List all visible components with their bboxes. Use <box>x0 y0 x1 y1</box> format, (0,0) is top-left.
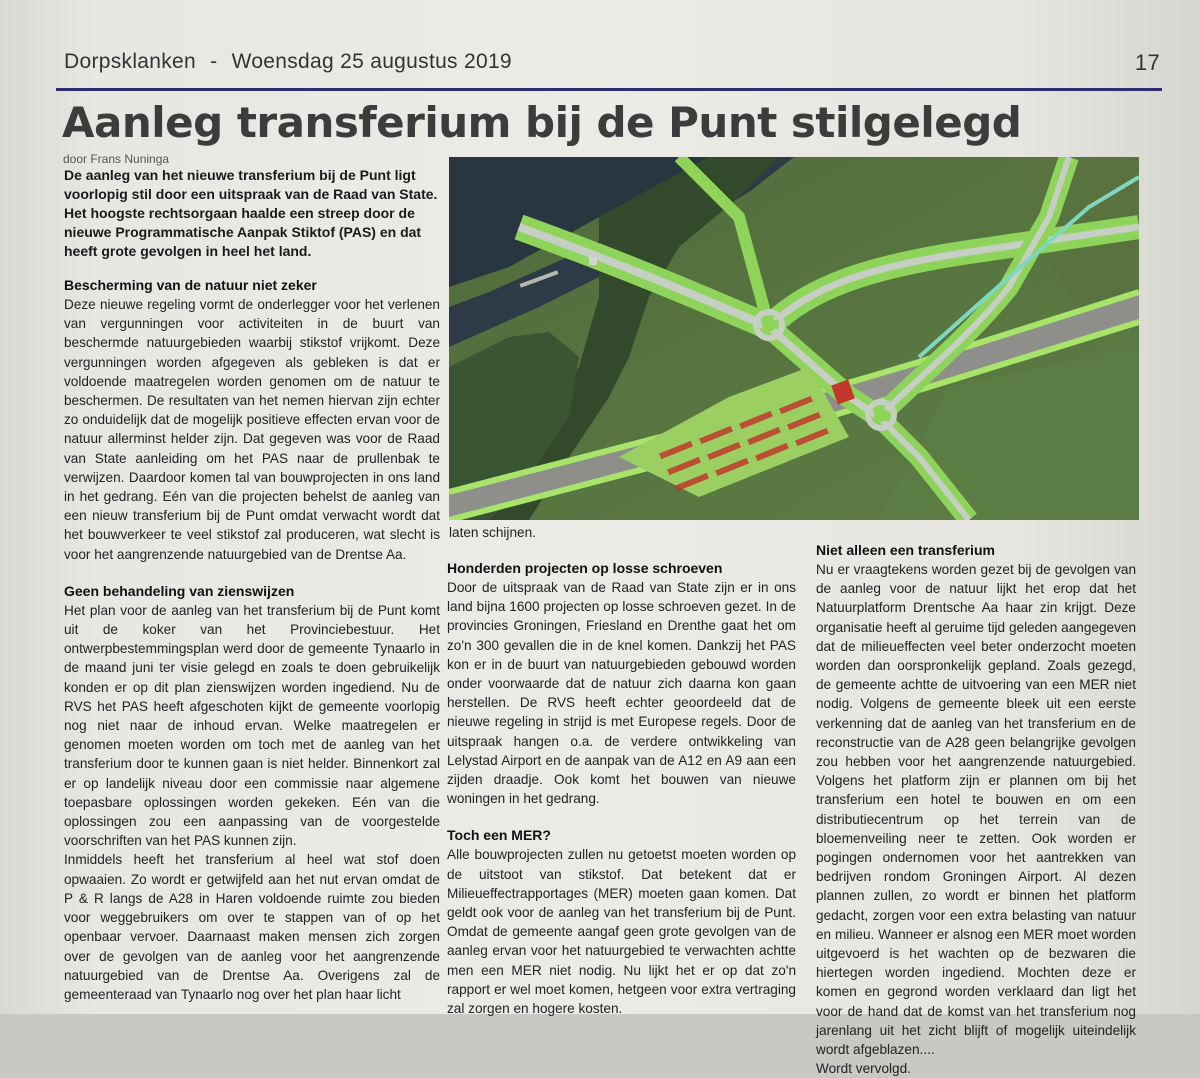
paragraph-bescherming: Deze nieuwe regeling vormt de onderlegger voor het verlenen van vergunningen voor activiteiten in de buurt van beschermde natuurgebieden waarbij stikstof vrijkomt. Deze vergunningen worden afgegeven als gebleken is dat er voldoende maatregelen worden genomen om de natuur te beschermen. De resultaten van het nemen hiervan zijn echter zo onduidelijk dat de mogelijk positieve effecten ervan voor de natuur allerminst helder zijn. Dat gegeven was voor de Raad van State aanleiding om het PAS naar de prullenbak te verwijzen. Daardoor komen tal van bouwprojecten in ons land in het gedrang. Eén van die projecten behelst de aanleg van een nieuw transferium bij de Punt omdat verwacht wordt dat het bouwverkeer te veel stikstof zal produceren, wat slecht is voor het aangrenzende natuurgebied van de Drentse Aa. <box>64 297 440 562</box>
paragraph-wordt-vervolgd: Wordt vervolgd. <box>816 1061 911 1077</box>
lead-paragraph: De aanleg van het nieuwe transferium bij de Punt ligt voorlopig stil door een uitspraak van de Raad van State. Het hoogste rechtsorgaan haalde een streep door de nieuwe Programmatische Aanpak Stiktof (PAS) en dat heeft grote gevolgen in heel het land. <box>64 167 438 259</box>
byline: door Frans Nuninga <box>63 152 170 166</box>
masthead <box>64 50 1160 82</box>
page-number: 17 <box>1134 50 1160 75</box>
paragraph-zienswijzen: Het plan voor de aanleg van het transferium bij de Punt komt uit de koker van het Provinciebestuur. Het ontwerpbestemmingsplan werd door de gemeente Tynaarlo in de maand juni ter visie gelegd en zoals te doen gebruikelijk konden er op dit plan zienswijzen worden ingediend. Nu de RVS het PAS heeft afgeschoten kijkt de gemeente voorlopig nog niet naar de inhoud ervan. Welke maatregelen er genomen moeten worden om toch met de aanleg van het transferium door te kunnen gaan is niet helder. Binnenkort zal er op landelijk niveau door een commissie naar algemene toepasbare oplossingen worden gekeken. Eén van die oplossingen zou een aanpassing van de voorgestelde voorschriften van het PAS kunnen zijn. <box>64 602 440 849</box>
column-2 <box>447 558 796 1018</box>
column-3 <box>816 540 1136 1078</box>
aerial-map-render-icon <box>449 157 1139 520</box>
subheading-honderden-projecten: Honderden projecten op losse schroeven <box>447 560 723 576</box>
publication-date: Woensdag 25 augustus 2019 <box>231 50 512 73</box>
subheading-zienswijzen: Geen behandeling van zienswijzen <box>64 582 295 599</box>
aerial-map-image <box>449 157 1139 520</box>
masthead-rule <box>56 88 1162 91</box>
paragraph-inmiddels: Inmiddels heeft het transferium al heel wat stof doen opwaaien. Zo wordt er getwijfeld aan het nut ervan omdat de P & R langs de A28 in Haren voldoende ruimte zou bieden voor weggebruikers om over te stappen van of op het openbaar vervoer. Daarnaast maken mensen zich zorgen over de gevolgen van de aanleg voor het aangrenzende natuurgebied van de Drentse Aa. Overigens zal de gemeenteraad van Tynaarlo nog over het plan haar licht <box>64 852 440 1002</box>
headline: Aanleg transferium bij de Punt stilgelegd <box>62 98 1022 147</box>
subheading-niet-alleen-transferium: Niet alleen een transferium <box>816 542 995 558</box>
masthead-separator: - <box>210 50 218 73</box>
publication-name: Dorpsklanken <box>64 50 196 73</box>
col2-continuation-text: laten schijnen. <box>449 525 536 540</box>
paragraph-honderden-projecten: Door de uitspraak van de Raad van State zijn er in ons land bijna 1600 projecten op losse schroeven gezet. In de provincies Groningen, Friesland en Drenthe gaat het om zo'n 300 gevallen die in de knel komen. Dankzij het PAS kon er in de buurt van natuurgebieden gebouwd worden onder voorwaarde dat de natuur zich daarna kon gaan herstellen. De RVS heeft echter geoordeeld dat de nieuwe regeling in strijd is met Europese regels. Door de uitspraak hangen o.a. de verdere ontwikkeling van Lelystad Airport en de aanpak van de A12 en A9 aan een zijden draadje. Ook komt het bouwen van nieuwe woningen in het gedrang. <box>447 580 796 807</box>
column-1 <box>64 275 440 1004</box>
masthead-publication-date <box>64 50 512 74</box>
paragraph-niet-alleen-transferium: Nu er vraagtekens worden gezet bij de gevolgen van de aanleg voor de natuur lijkt het erop dat het Natuurplatform Drentsche Aa haar zin krijgt. Deze organisatie heeft al geruime tijd geleden aangegeven dat de milieueffecten veel beter onderzocht moeten worden dan oorspronkelijk gepland. Zoals gezegd, de gemeente achtte de uitvoering van een MER niet nodig. Volgens de gemeente bleek uit een eerste verkenning dat de aanleg van het transferium en de reconstructie van de A28 geen belangrijke gevolgen zou hebben voor het aangrenzende natuurgebied. Volgens het platform zijn er plannen om bij het transferium een hotel te bouwen en om een distributiecentrum op het terrein van de bloemenveiling neer te zetten. Ook worden er pogingen ondernomen voor het aantrekken van bedrijven rondom Groningen Airport. Al dezen plannen zullen, zo wordt er binnen het platform gedacht, zorgen voor een extra belasting van natuur en milieu. Wanneer er alsnog een MER moet worden uitgevoerd is het wachten op de bezwaren die hiertegen worden ingediend. Mochten deze er komen en gegrond worden verklaard dan ligt het voor de hand dat de komst van het transferium nog jarenlang uit het zicht blijft of mogelijk uiteindelijk wordt afgeblazen.... <box>816 562 1136 1058</box>
subheading-bescherming: Bescherming van de natuur niet zeker <box>64 277 317 293</box>
subheading-toch-een-mer: Toch een MER? <box>447 827 551 844</box>
paragraph-toch-een-mer: Alle bouwprojecten zullen nu getoetst moeten worden op de uitstoot van stikstof. Dat betekent dat er Milieueffectrapportages (MER) moeten gaan komen. Dat geldt ook voor de aanleg van het transferium bij de Punt. Omdat de gemeente aangaf geen grote gevolgen van de aanleg ervan voor het natuurgebied te verwachten achtte men een MER niet nodig. Nu lijkt het er op dat zo'n rapport er wel moet komen, hetgeen voor extra vertraging zal zorgen en hogere kosten. <box>447 847 796 1017</box>
